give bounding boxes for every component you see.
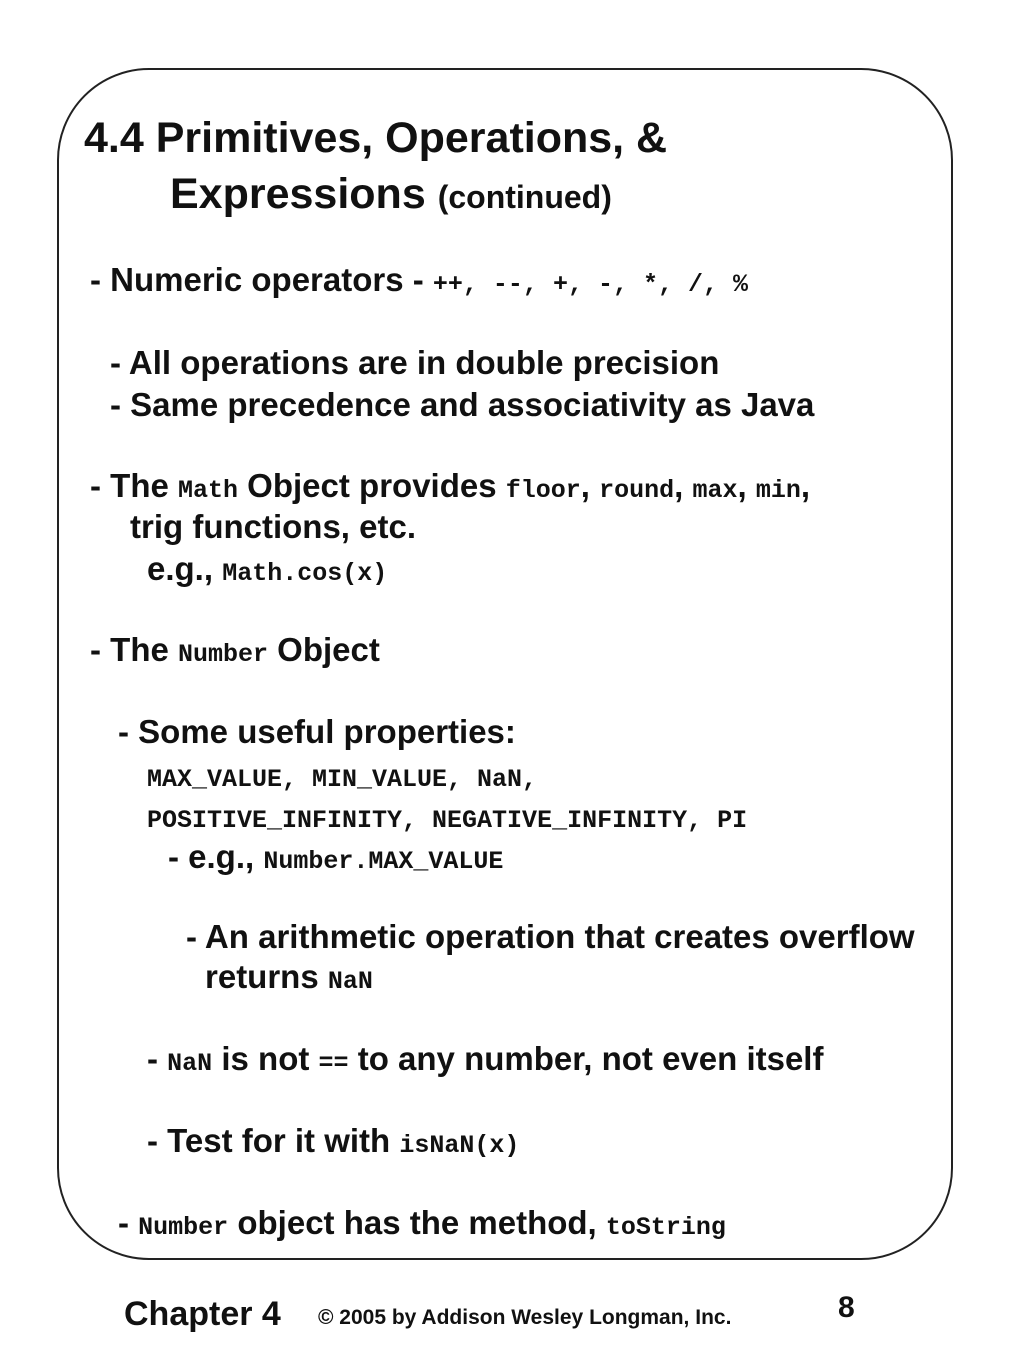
tostring-prefix: - [118,1204,139,1241]
bullet-test-isnan [147,1121,519,1166]
bullet-numeric-operators [90,260,748,305]
numeric-operators-list: ++, --, +, -, *, /, % [432,270,748,299]
bullet-math-object [90,466,810,511]
numeric-operators-label: - Numeric operators - [90,261,433,298]
bullet-number-object [90,630,380,675]
slide-title-line1: 4.4 Primitives, Operations, & [84,114,668,162]
math-example [147,549,387,594]
footer-page-number: 8 [838,1291,855,1324]
nan-code: NaN [167,1049,213,1078]
tostring-number-code: Number [138,1213,229,1242]
title-expressions: Expressions [170,170,426,218]
math-code: Math [178,476,239,505]
math-sep1: , [580,467,600,504]
math-sep2: , [674,467,693,504]
number-suffix: Object [268,631,380,668]
tostring-middle: object has the method, [228,1204,606,1241]
tostring-code: toString [605,1213,726,1242]
footer-copyright: © 2005 by Addison Wesley Longman, Inc. [318,1306,732,1329]
math-sep4: , [800,467,811,504]
floor-code: floor [505,476,581,505]
math-provides: Object provides [238,467,506,504]
overflow-nan: NaN [327,967,373,996]
max-code: max [692,476,738,505]
number-code: Number [178,640,269,669]
bullet-useful-properties: - Some useful properties: [118,713,516,750]
properties-line1 [147,755,537,800]
overflow-line2 [205,957,373,1002]
properties-line1-code: MAX_VALUE, MIN_VALUE, NaN, [147,765,538,794]
isnan-code: isNaN(x) [399,1131,520,1160]
min-code: min [755,476,801,505]
footer-chapter: Chapter 4 [124,1295,281,1333]
test-prefix: - Test for it with [147,1122,400,1159]
number-eg-label: - e.g., [168,838,264,875]
nan-middle: is not [212,1040,319,1077]
bullet-nan-compare [147,1039,823,1084]
nan-suffix: to any number, not even itself [348,1040,824,1077]
round-code: round [599,476,675,505]
bullet-precedence: - Same precedence and associativity as Java [110,386,815,423]
bullet-tostring [118,1203,726,1248]
math-prefix: - The [90,467,178,504]
overflow-returns: returns [205,958,328,995]
number-eg-code: Number.MAX_VALUE [263,847,504,876]
number-prefix: - The [90,631,178,668]
title-continued: (continued) [437,179,612,215]
math-eg-label: e.g., [147,550,223,587]
bullet-overflow: - An arithmetic operation that creates overflow [186,918,915,955]
number-example [168,837,503,882]
math-line2: trig functions, etc. [130,508,417,545]
nan-prefix: - [147,1040,168,1077]
slide-title-line2 [170,168,612,223]
math-sep3: , [737,467,756,504]
eq-code: == [318,1049,349,1078]
properties-line2 [147,796,747,841]
bullet-double-precision: - All operations are in double precision [110,344,720,381]
properties-line2-code: POSITIVE_INFINITY, NEGATIVE_INFINITY, PI [147,806,748,835]
math-eg-code: Math.cos(x) [222,559,388,588]
